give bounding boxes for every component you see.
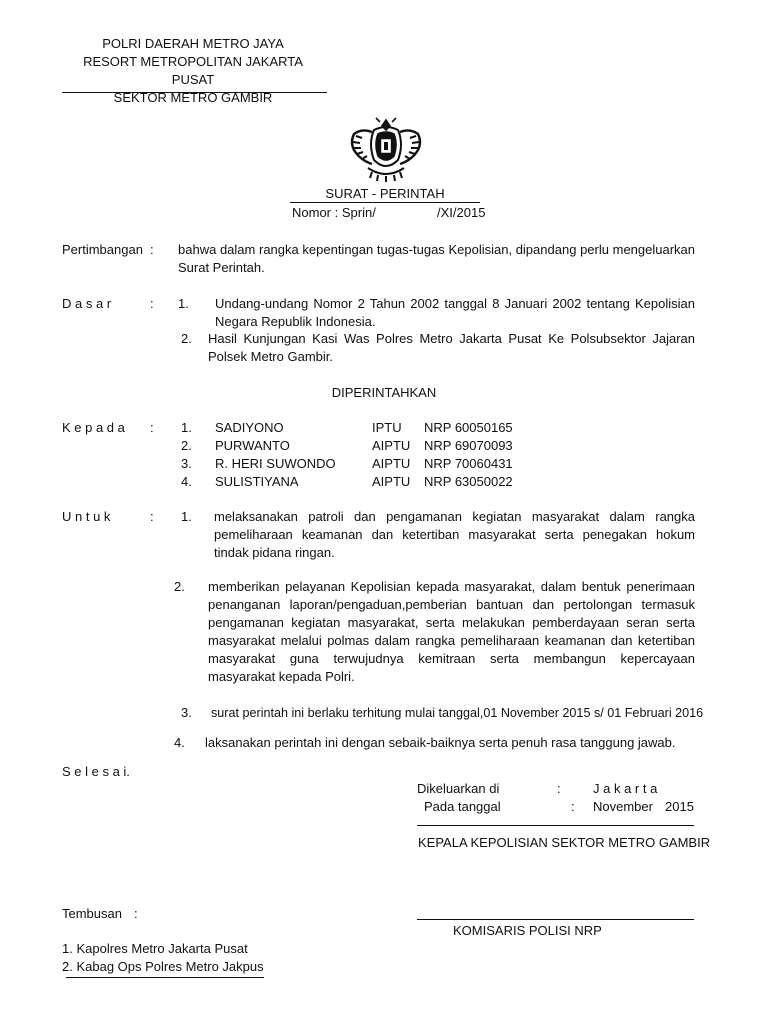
kepada-list	[0, 419, 768, 491]
person-rank: AIPTU	[372, 474, 411, 489]
pertimbangan-text: bahwa dalam rangka kepentingan tugas-tugas Kepolisian, dipandang perlu mengeluarkan Surat Perintah.	[178, 242, 695, 275]
person-row-2	[0, 437, 768, 455]
title-underline	[290, 202, 480, 203]
tembusan-underline	[66, 977, 264, 978]
person-name: PURWANTO	[215, 438, 290, 453]
letterhead-underline	[62, 92, 327, 93]
person-row-1	[0, 419, 768, 437]
person-num: 2.	[181, 438, 192, 453]
issued-date-year: 2015	[665, 799, 694, 814]
person-num: 4.	[181, 474, 192, 489]
tembusan-colon: :	[134, 906, 138, 921]
person-rank: IPTU	[372, 420, 402, 435]
dasar-item-1-num: 1.	[178, 296, 189, 311]
person-nrp: NRP 63050022	[424, 474, 513, 489]
tembusan-label: Tembusan	[62, 906, 122, 921]
polri-emblem-icon	[346, 114, 426, 186]
issued-place-value: J a k a r t a	[593, 781, 658, 796]
letterhead-line-1: POLRI DAERAH METRO JAYA	[102, 36, 284, 51]
untuk-item-1-num: 1.	[181, 509, 192, 524]
pertimbangan-label: Pertimbangan	[62, 242, 143, 257]
untuk-item-2-text: memberikan pelayanan Kepolisian kepada masyarakat, dalam bentuk penerimaan penanganan laporan/pengaduan,pemberian bantuan dan pertolongan termasuk pengamanan kegiatan masyarakat, serta melakukan pemberdayaan seran serta masyarakat melalui polmas dalam rangka pemeliharaan keamanan dan ketertiban masyarakat guna terwujudnya kemitraan serta membangun kepercayaan masyarakat kepada Polri.	[208, 579, 695, 684]
person-row-3	[0, 455, 768, 473]
signatory-title: KEPALA KEPOLISIAN SEKTOR METRO GAMBIR	[418, 835, 711, 850]
untuk-item-2-num: 2.	[174, 579, 185, 594]
diperintahkan-heading: DIPERINTAHKAN	[331, 385, 437, 400]
issued-date-month: November	[593, 799, 653, 814]
issued-place-label: Dikeluarkan di	[417, 781, 500, 796]
issued-date-label: Pada tanggal	[424, 799, 501, 814]
signatory-rank: KOMISARIS POLISI NRP	[453, 923, 602, 938]
untuk-label: U n t u k	[62, 509, 111, 524]
dasar-item-2-text	[208, 330, 695, 366]
dasar-item-2-body: Hasil Kunjungan Kasi Was Polres Metro Jakarta Pusat Ke Polsubsektor Jajaran Polsek Metro Gambir.	[208, 331, 695, 364]
person-name: SADIYONO	[215, 420, 284, 435]
letterhead-line-2: RESORT METROPOLITAN JAKARTA PUSAT	[83, 54, 303, 87]
issued-date-colon: :	[571, 799, 575, 814]
issued-underline	[417, 825, 694, 826]
kepada-colon: :	[150, 420, 154, 435]
untuk-colon: :	[150, 509, 154, 524]
tembusan-item-1: 1. Kapolres Metro Jakarta Pusat	[62, 941, 248, 956]
person-name: SULISTIYANA	[215, 474, 299, 489]
untuk-item-4-text: laksanakan perintah ini dengan sebaik-baiknya serta penuh rasa tanggung jawab.	[205, 735, 676, 750]
person-nrp: NRP 70060431	[424, 456, 513, 471]
selesai-text: S e l e s a i.	[62, 764, 130, 779]
dasar-item-1-text: Undang-undang Nomor 2 Tahun 2002 tanggal 8 Januari 2002 tentang Kepolisian Negara Republik Indonesia.	[215, 296, 695, 329]
person-rank: AIPTU	[372, 438, 411, 453]
person-nrp: NRP 69070093	[424, 438, 513, 453]
person-name: R. HERI SUWONDO	[215, 456, 336, 471]
person-rank: AIPTU	[372, 456, 411, 471]
untuk-item-3-num: 3.	[181, 705, 192, 720]
person-row-4	[0, 473, 768, 491]
document-title: SURAT - PERINTAH	[325, 186, 445, 201]
untuk-item-3-text: surat perintah ini berlaku terhitung mulai tanggal,01 November 2015 s/ 01 Februari 2016	[211, 706, 704, 720]
letterhead-line-3: SEKTOR METRO GAMBIR	[113, 90, 273, 105]
dasar-label: D a s a r	[62, 296, 112, 311]
untuk-item-1-text: melaksanakan patroli dan pengamanan kegiatan masyarakat dalam rangka pemeliharaan keamanan dan ketertiban masyarakat serta penegakan hokum tindak pidana ringan.	[214, 509, 695, 560]
person-num: 3.	[181, 456, 192, 471]
tembusan-item-2: 2. Kabag Ops Polres Metro Jakpus	[62, 959, 264, 974]
person-nrp: NRP 60050165	[424, 420, 513, 435]
dasar-colon: :	[150, 296, 154, 311]
person-num: 1.	[181, 420, 192, 435]
nomor-suffix: /XI/2015	[437, 205, 486, 220]
issued-place-colon: :	[557, 781, 561, 796]
pertimbangan-colon: :	[150, 242, 154, 257]
signature-line	[417, 919, 694, 920]
letterhead	[62, 35, 324, 107]
untuk-item-4-num: 4.	[174, 735, 185, 750]
kepada-label: K e p a d a	[62, 420, 125, 435]
dasar-item-2-num: 2.	[181, 331, 192, 346]
nomor-label: Nomor : Sprin/	[292, 205, 376, 220]
